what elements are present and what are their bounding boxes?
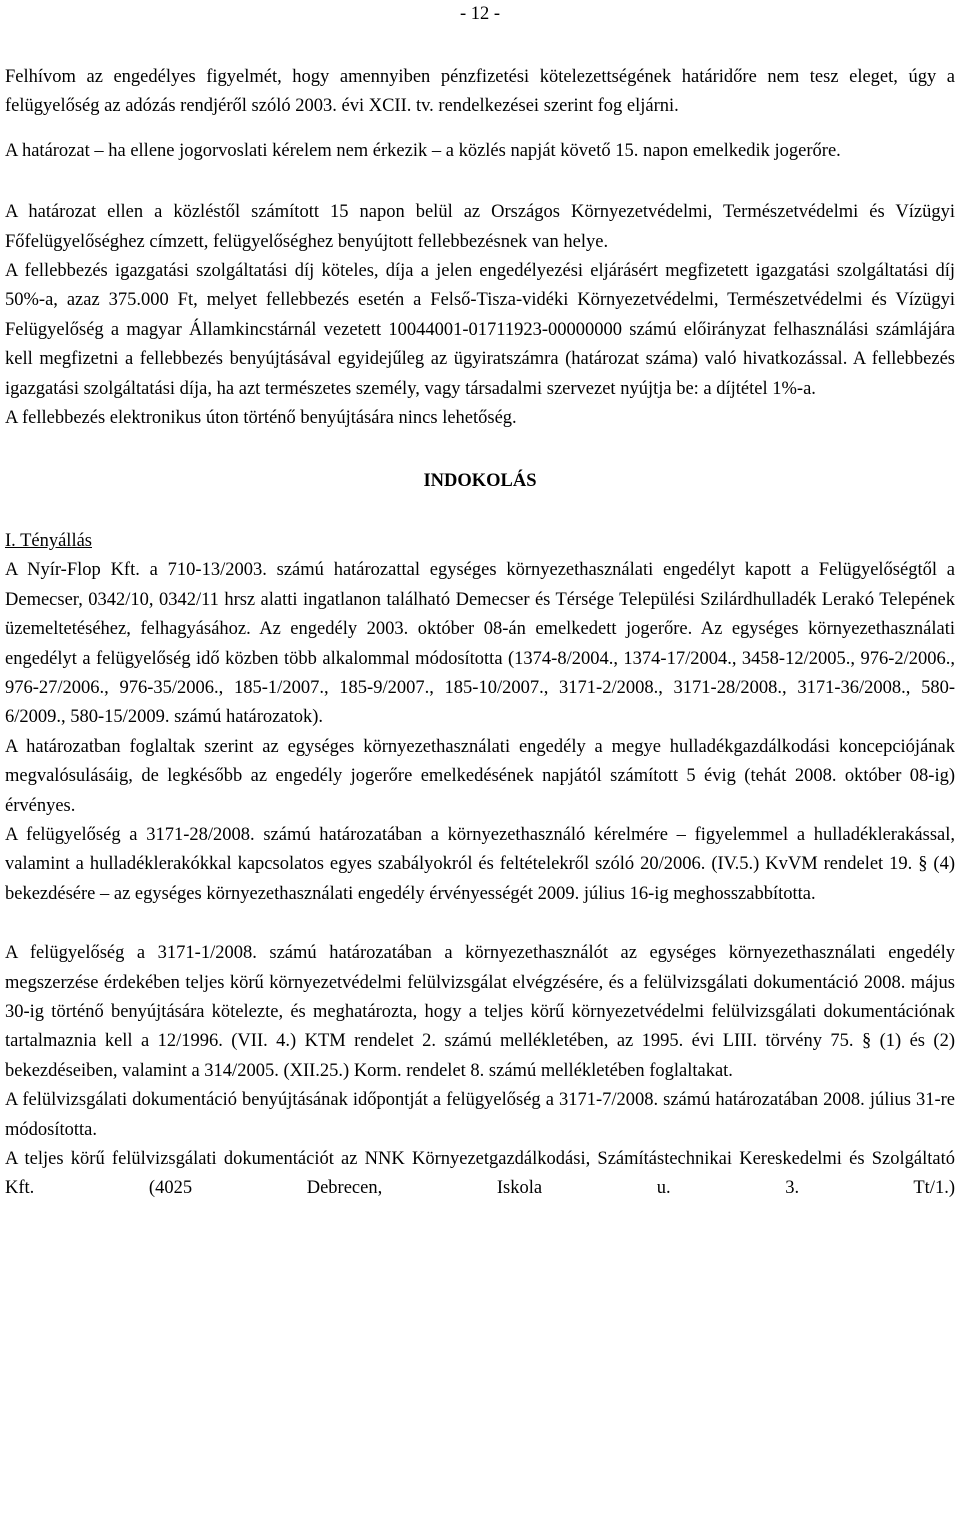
paragraph: A fellebbezés igazgatási szolgáltatási díj köteles, díja a jelen engedélyezési eljárásért megfizetett igazgatási szolgáltatási díj 50%-a, azaz 375.000 Ft, melyet fellebbezés esetén a Felső-Tisza-vidéki Környezetvédelmi, Természetvédelmi és Vízügyi Felügyelőség a magyar Államkincstárnál vezetett 10044001-01711923-00000000 számú előirányzat felhasználási számlájára kell megfizetni a fellebbezés benyújtásával egyidejűleg az ügyiratszámra (határozat száma) való hivatkozással. A fellebbezés igazgatási szolgáltatási díja, ha azt természetes személy, vagy társadalmi szervezet nyújtja be: a díjtétel 1%-a. bbox=[5, 261, 955, 399]
paragraph-permit-history bbox=[5, 556, 955, 732]
paragraph-review-deadline bbox=[5, 1086, 955, 1145]
paragraph-payment-obligation bbox=[5, 63, 955, 122]
paragraph-permit-extension bbox=[5, 821, 955, 909]
paragraph-appeal bbox=[5, 198, 955, 257]
paragraph: Felhívom az engedélyes figyelmét, hogy amennyiben pénzfizetési kötelezettségének határidőre nem tesz eleget, úgy a felügyelőség az adózás rendjéről szóló 2003. évi XCII. tv. rendelkezései szerint fog eljárni. bbox=[5, 67, 955, 117]
paragraph-appeal-fee bbox=[5, 257, 955, 404]
page-number: - 12 - bbox=[459, 4, 501, 24]
paragraph: A Nyír-Flop Kft. a 710-13/2003. számú határozattal egységes környezethasználati engedélyt kapott a Felügyelőségtől a Demecser, 0342/10, 0342/11 hrsz alatti ingatlanon található Demecser és Térsége Települési Szilárdhulladék Lerakó Telepének üzemeltetéséhez, felhagyásához. Az engedély 2003. október 08-án emelkedett jogerőre. Az egységes környezethasználati engedélyt a felügyelőség idő közben több alkalommal módosította (1374-8/2004., 1374-17/2004., 3458-12/2005., 976-2/2006., 976-27/2006., 976-35/2006., 185-1/2007., 185-9/2007., 185-10/2007., 3171-2/2008., 3171-28/2008., 3171-36/2008., 580-6/2009., 580-15/2009. számú határozatok). bbox=[5, 560, 955, 728]
paragraph: A teljes körű felülvizsgálati dokumentációt az NNK Környezetgazdálkodási, Számítástechnikai Kereskedelmi és Szolgáltató Kft. (4025 Debrecen, Iskola u. 3. Tt/1.) bbox=[5, 1149, 955, 1199]
section-title-tenyallas: I. Tényállás bbox=[5, 530, 92, 551]
paragraph: A felügyelőség a 3171-1/2008. számú határozatában a környezethasználót az egységes környezethasználati engedély megszerzése érdekében teljes körű környezetvédelmi felülvizsgálat elvégzésére, és a felülvizsgálati dokumentáció 2008. május 30-ig történő benyújtására kötelezte, és meghatározta, hogy a teljes körű környezetvédelmi felülvizsgálati dokumentációnak tartalmaznia kell a 12/1996. (VII. 4.) KTM rendelet 2. számú mellékletében, az 1995. évi LIII. törvény 75. § (1) és (2) bekezdéseiben, valamint a 314/2005. (XII.25.) Korm. rendelet 8. számú mellékletében foglaltakat. bbox=[5, 943, 955, 1081]
paragraph-permit-validity bbox=[5, 733, 955, 821]
paragraph: A felügyelőség a 3171-28/2008. számú határozatában a környezethasználó kérelmére – figyelemmel a hulladéklerakással, valamint a hulladéklerakókkal kapcsolatos egyes szabályokról és feltételekről szóló 20/2006. (IV.5.) KvVM rendelet 19. § (4) bekezdésére – az egységes környezethasználati engedély érvényességét 2009. július 16-ig meghosszabbította. bbox=[5, 824, 955, 904]
paragraph: A határozat ellen a közléstől számított 15 napon belül az Országos Környezetvédelmi, Természetvédelmi és Vízügyi Főfelügyelőséghez címzett, felügyelőséghez benyújtott fellebbezésnek van helye. bbox=[5, 202, 955, 252]
paragraph-review-obligation bbox=[5, 939, 955, 1086]
paragraph-review-documentation bbox=[5, 1145, 955, 1204]
paragraph: A határozatban foglaltak szerint az egységes környezethasználati engedély a megye hulladékgazdálkodási koncepciójának megvalósulásáig, de legkésőbb az engedély jogerőre emelkedésének napjától számított 5 évig (tehát 2008. október 08-ig) érvényes. bbox=[5, 736, 955, 816]
document-page bbox=[5, 0, 955, 1204]
paragraph: A határozat – ha ellene jogorvoslati kérelem nem érkezik – a közlés napját követő 15. napon emelkedik jogerőre. bbox=[5, 140, 841, 161]
paragraph-legal-force bbox=[5, 137, 955, 166]
paragraph: A fellebbezés elektronikus úton történő benyújtására nincs lehetőség. bbox=[5, 408, 517, 429]
paragraph-electronic-appeal bbox=[5, 404, 955, 433]
paragraph: A felülvizsgálati dokumentáció benyújtásának időpontját a felügyelőség a 3171-7/2008. számú határozatában 2008. július 31-re módosította. bbox=[5, 1090, 955, 1140]
heading-indokolas: INDOKOLÁS bbox=[423, 471, 537, 492]
